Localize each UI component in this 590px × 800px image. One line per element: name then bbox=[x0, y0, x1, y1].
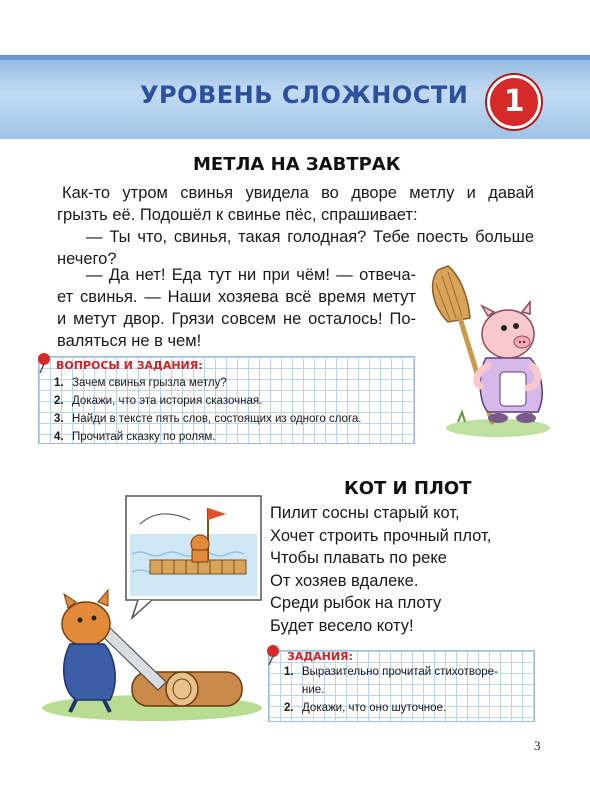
task-item bbox=[284, 699, 530, 717]
task-number: 2. bbox=[284, 702, 294, 714]
task-text: Прочитай сказку по ролям. bbox=[72, 431, 216, 443]
task-text: Зачем свинья грызла метлу? bbox=[72, 377, 227, 389]
task-text: Докажи, что эта история сказочная. bbox=[72, 395, 263, 407]
story2-task-list bbox=[284, 663, 530, 717]
story1-title: МЕТЛА НА ЗАВТРАК bbox=[193, 154, 401, 175]
header-stripe bbox=[0, 55, 590, 60]
task-item bbox=[54, 392, 404, 410]
story1-text-block-2 bbox=[86, 226, 534, 248]
poem-line: От хозяев вдалеке. bbox=[270, 571, 419, 590]
cat-sawing-log-illustration bbox=[40, 494, 265, 724]
story1-text-block-5 bbox=[57, 286, 416, 352]
pig-with-broom-illustration bbox=[418, 262, 558, 440]
task-number: 1. bbox=[54, 377, 64, 389]
pushpin-icon bbox=[264, 644, 282, 666]
story1-line-7: и метут двор. Грязи совсем не осталось! По- bbox=[57, 310, 416, 328]
task-number: 2. bbox=[54, 395, 64, 407]
task-text: Выразительно прочитай стихотворе- bbox=[302, 666, 498, 678]
story2-poem bbox=[270, 502, 550, 637]
task-item bbox=[54, 428, 404, 446]
poem-line: Среди рыбок на плоту bbox=[270, 594, 442, 612]
poem-line: Хочет строить прочный плот, bbox=[270, 526, 492, 545]
task-number: 3. bbox=[54, 413, 64, 425]
task-number: 4. bbox=[54, 431, 64, 443]
task-item bbox=[54, 374, 404, 392]
poem-line: Пилит сосны старый кот, bbox=[270, 504, 460, 522]
story1-tasks-heading: ВОПРОСЫ И ЗАДАНИЯ: bbox=[56, 359, 203, 372]
story1-line-2: грызть её. Подошёл к свинье пёс, спрашивает: bbox=[57, 206, 418, 224]
level-number-badge: 1 bbox=[487, 75, 541, 129]
poem-line: Чтобы плавать по реке bbox=[270, 549, 447, 567]
story2-tasks-heading: ЗАДАНИЯ: bbox=[287, 650, 353, 663]
story1-task-list bbox=[54, 374, 404, 446]
story1-text-top bbox=[62, 182, 534, 204]
story1-line-3: — Ты что, свинья, такая голодная? Тебе поесть больше bbox=[86, 228, 534, 246]
story2-title: КОТ И ПЛОТ bbox=[344, 478, 472, 499]
page-number: 3 bbox=[534, 738, 541, 753]
task-text-continued: ние. bbox=[302, 684, 325, 696]
story1-line-8: валяться не в чем! bbox=[57, 332, 202, 350]
task-text: Докажи, что оно шуточное. bbox=[302, 702, 447, 714]
task-text: Найди в тексте пять слов, состоящих из одного слога. bbox=[72, 413, 362, 425]
story1-line-6: ет свинья. — Наши хозяева всё время метут bbox=[57, 288, 416, 306]
task-item bbox=[54, 410, 404, 428]
story1-line-4: нечего? bbox=[57, 250, 117, 268]
task-number: 1. bbox=[284, 666, 294, 678]
task-item bbox=[284, 663, 530, 699]
pushpin-icon bbox=[35, 352, 53, 374]
story1-text-block-4 bbox=[86, 264, 416, 286]
level-title: УРОВЕНЬ СЛОЖНОСТИ bbox=[140, 81, 469, 109]
story1-line-5: — Да нет! Еда тут ни при чём! — отвеча- bbox=[86, 266, 416, 284]
poem-line: Будет весело коту! bbox=[270, 616, 414, 635]
story1-line-1: Как-то утром свинья увидела во дворе метлу и давай bbox=[62, 184, 534, 202]
story1-text-block bbox=[57, 204, 534, 226]
